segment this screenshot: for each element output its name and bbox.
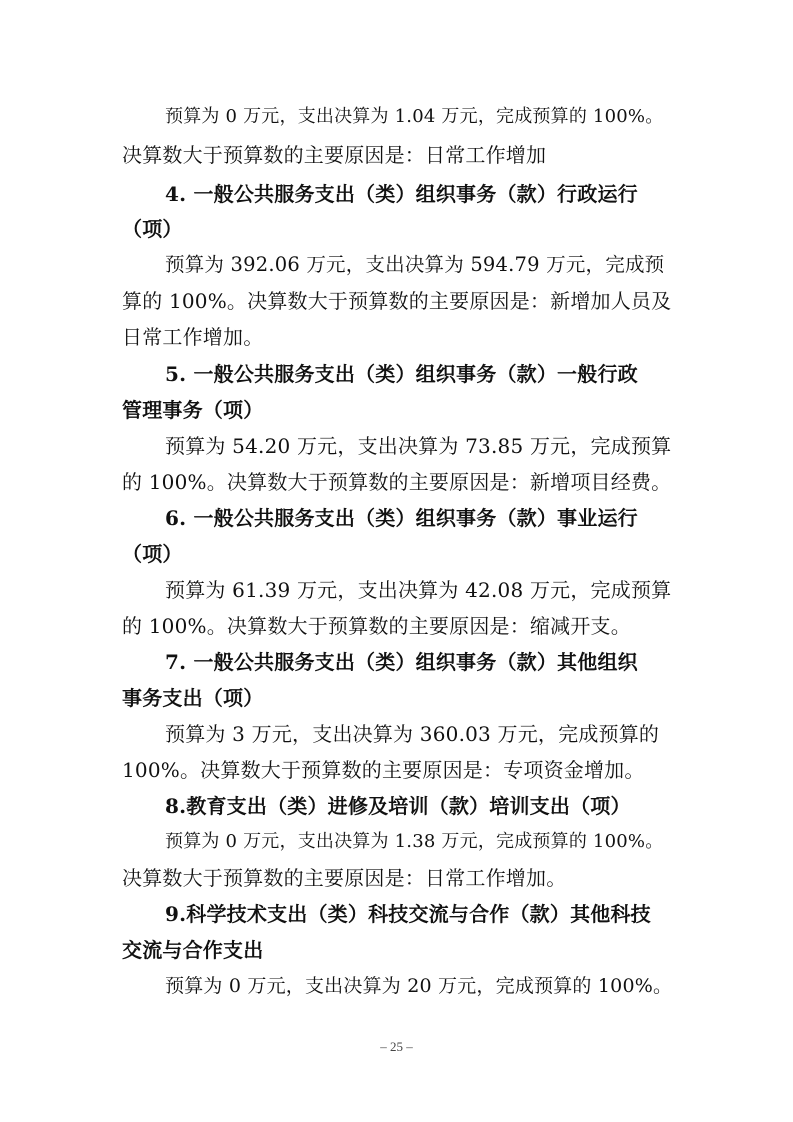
body-text-line: 预算为 392.06 万元，支出决算为 594.79 万元，完成预	[165, 253, 665, 276]
section-heading-9-cont: 交流与合作支出	[122, 938, 264, 962]
body-text-line: 的 100%。决算数大于预算数的主要原因是：新增项目经费。	[122, 470, 672, 494]
section-heading-4-cont: （项）	[122, 217, 183, 241]
section-heading-5-cont: 管理事务（项）	[122, 398, 264, 422]
body-text-line: 预算为 3 万元，支出决算为 360.03 万元，完成预算的	[165, 722, 660, 746]
body-text-line: 预算为 61.39 万元，支出决算为 42.08 万元，完成预算	[165, 578, 672, 602]
body-text-line: 预算为 0 万元，支出决算为 20 万元，完成预算的 100%。	[165, 975, 673, 997]
body-text-line: 日常工作增加。	[122, 325, 264, 349]
section-heading-7-cont: 事务支出（项）	[122, 686, 264, 710]
section-heading-9: 9.科学技术支出（类）科技交流与合作（款）其他科技	[165, 902, 651, 926]
body-text-line: 算的 100%。决算数大于预算数的主要原因是：新增加人员及	[122, 289, 672, 313]
section-heading-6: 6. 一般公共服务支出（类）组织事务（款）事业运行	[165, 506, 638, 530]
body-text-line: 预算为 0 万元，支出决算为 1.04 万元，完成预算的 100%。	[165, 106, 664, 127]
section-heading-5: 5. 一般公共服务支出（类）组织事务（款）一般行政	[165, 362, 638, 386]
page-number: – 25 –	[380, 1039, 413, 1054]
body-text-line: 预算为 0 万元，支出决算为 1.38 万元，完成预算的 100%。	[165, 831, 664, 852]
body-text-line: 决算数大于预算数的主要原因是：日常工作增加	[122, 143, 547, 167]
section-heading-6-cont: （项）	[122, 542, 183, 566]
body-text-line: 决算数大于预算数的主要原因是：日常工作增加。	[122, 866, 567, 890]
section-heading-8: 8.教育支出（类）进修及培训（款）培训支出（项）	[165, 794, 631, 818]
body-text-line: 的 100%。决算数大于预算数的主要原因是：缩减开支。	[122, 614, 631, 638]
section-heading-4: 4. 一般公共服务支出（类）组织事务（款）行政运行	[165, 182, 638, 206]
body-text-line: 预算为 54.20 万元，支出决算为 73.85 万元，完成预算	[165, 434, 672, 458]
body-text-line: 100%。决算数大于预算数的主要原因是：专项资金增加。	[122, 758, 645, 782]
section-heading-7: 7. 一般公共服务支出（类）组织事务（款）其他组织	[165, 650, 638, 674]
